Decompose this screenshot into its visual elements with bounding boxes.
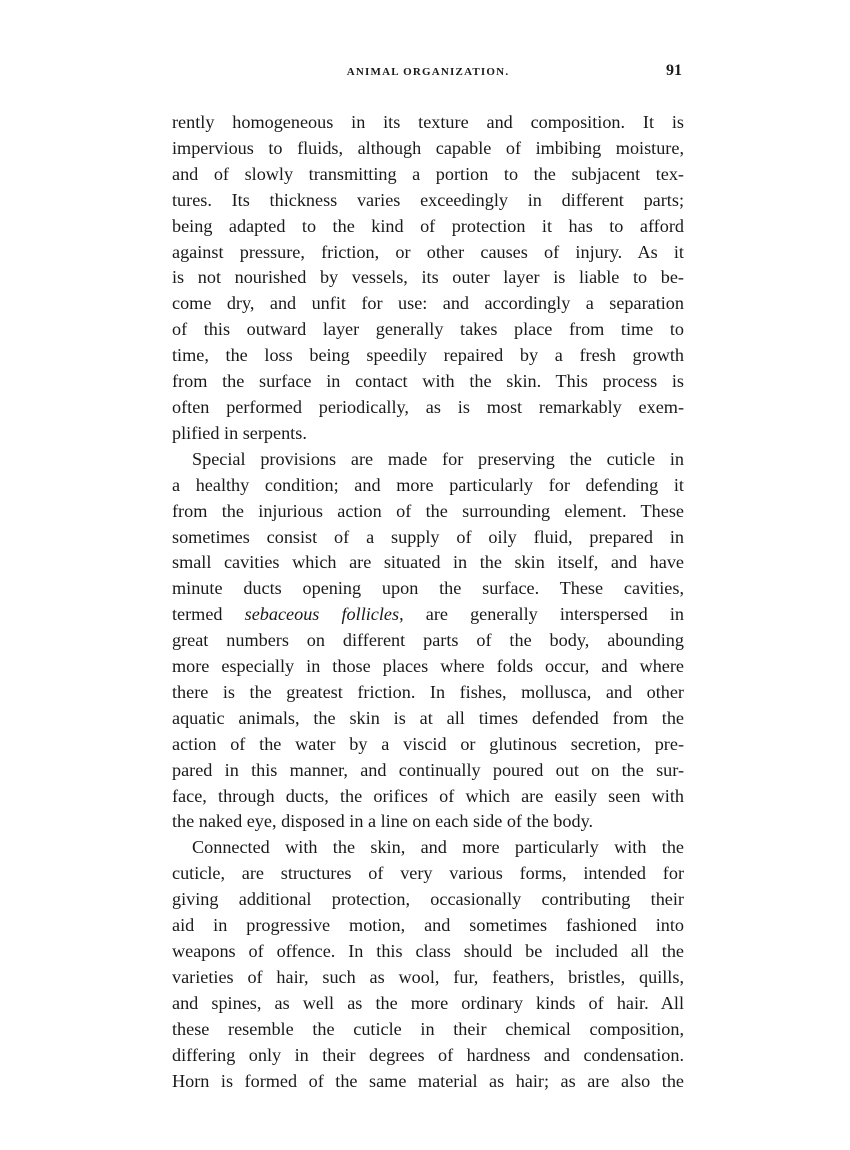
page-number: 91 [666,62,682,79]
text-line: face, through ducts, the orifices of which are easily seen with [172,785,684,806]
paragraph [172,447,684,836]
text-line: against pressure, friction, or other causes of injury. As it [172,241,684,262]
text-line: varieties of hair, such as wool, fur, feathers, bristles, quills, [172,966,684,987]
text-line: these resemble the cuticle in their chemical composition, [172,1018,684,1039]
text-line: is not nourished by vessels, its outer layer is liable to be- [172,267,684,288]
text-line: more especially in those places where folds occur, and where [172,656,684,677]
text-line: of this outward layer generally takes place from time to [172,319,684,340]
italic-term: sebaceous follicles [244,604,400,625]
text-line: from the injurious action of the surrounding element. These [172,500,684,521]
text-line: small cavities which are situated in the skin itself, and have [172,552,684,573]
text-line: time, the loss being speedily repaired by a fresh growth [172,345,684,366]
text-line: come dry, and unfit for use: and accordingly a separation [172,293,684,314]
text-line: aquatic animals, the skin is at all times defended from the [172,707,684,728]
text-line: great numbers on different parts of the body, abounding [172,630,684,651]
text-line: termed sebaceous follicles, are generally interspersed in [172,604,684,625]
text-line: plified in serpents. [172,422,307,443]
text-line: often performed periodically, as is most remarkably exem- [172,396,684,417]
text-line: Horn is formed of the same material as hair; as are also the [172,1070,684,1091]
text-line: pared in this manner, and continually poured out on the sur- [172,759,684,780]
text-line: aid in progressive motion, and sometimes fashioned into [172,915,684,936]
text-line: cuticle, are structures of very various forms, intended for [172,863,684,884]
text-line: a healthy condition; and more particularly for defending it [172,474,684,495]
text-line: giving additional protection, occasionally contributing their [172,889,684,910]
text-line: impervious to fluids, although capable of imbibing moisture, [172,137,684,158]
text-line: weapons of offence. In this class should be included all the [172,941,684,961]
text-line: Connected with the skin, and more particularly with the [192,837,684,858]
text-line: rently homogeneous in its texture and composition. It is [172,112,684,132]
running-title: ANIMAL ORGANIZATION. [346,66,510,78]
text-line: and of slowly transmitting a portion to the subjacent tex- [172,163,684,184]
text-line: action of the water by a viscid or glutinous secretion, pre- [172,733,684,754]
text-line: from the surface in contact with the skin. This process is [172,371,684,392]
text-line: Special provisions are made for preserving the cuticle in [192,448,684,469]
text-line: minute ducts opening upon the surface. These cavities, [172,578,684,599]
text-line: differing only in their degrees of hardness and condensation. [172,1044,684,1065]
body-text [172,110,684,1094]
text-line: the naked eye, disposed in a line on each side of the body. [172,811,594,832]
paragraph [172,110,684,447]
running-head [172,60,684,88]
book-page [172,60,684,1094]
paragraph [172,835,684,1094]
text-line: being adapted to the kind of protection it has to afford [172,215,684,236]
text-line: sometimes consist of a supply of oily fluid, prepared in [172,526,684,547]
text-line: there is the greatest friction. In fishes, mollusca, and other [172,681,684,702]
text-line: tures. Its thickness varies exceedingly in different parts; [172,189,684,210]
text-line: and spines, as well as the more ordinary kinds of hair. All [172,992,684,1013]
